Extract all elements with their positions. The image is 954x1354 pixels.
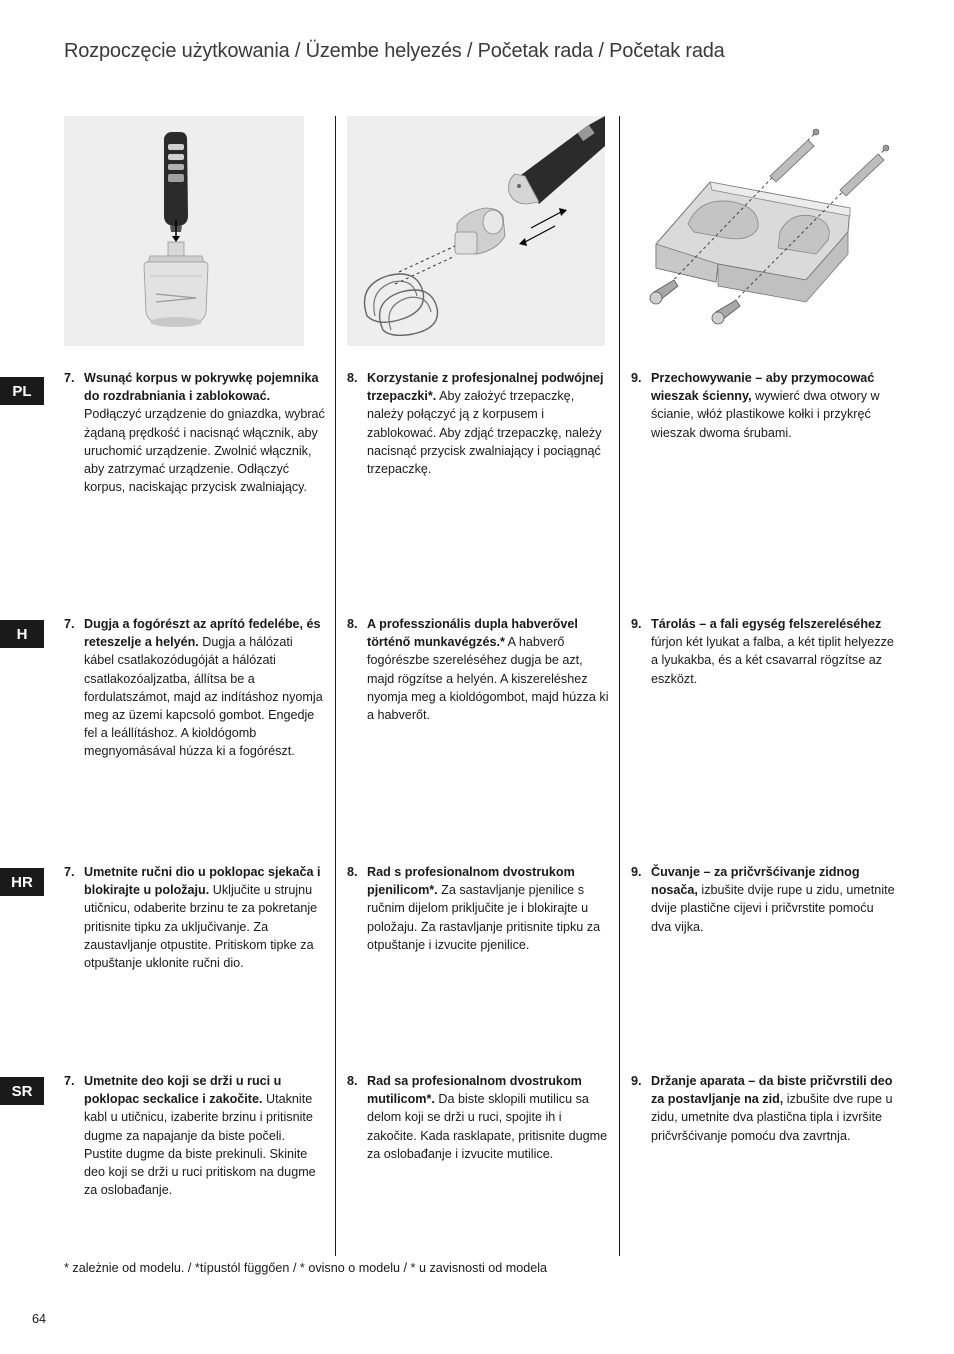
step-text: Da biste sklopili mutilicu sa delom koji se drži u ruci, spojite ih i zakočite. Kada rasklapate, pritisnite dugme za oslobađanje i izvucite mutilice. — [367, 1092, 608, 1161]
step-heading: Čuvanje – za pričvršćivanje zidnog nosača, — [651, 865, 860, 898]
step-number: 9. — [631, 1074, 642, 1088]
step-number: 8. — [347, 617, 358, 631]
column-divider — [619, 116, 620, 1256]
page-number: 64 — [32, 1312, 47, 1326]
step-9-hr — [631, 863, 897, 936]
whisk-attachment-illustration — [347, 116, 605, 346]
step-heading: Rad s profesionalnom dvostrukom pjenilicom*. — [367, 865, 575, 898]
step-text: A habverő fogórészbe szereléséhez dugja be azt, majd rögzítse a helyén. A kiszereléshez nyomja meg a kioldógombot, majd húzza ki a habverőt. — [367, 635, 609, 723]
step-number: 8. — [347, 371, 358, 385]
step-heading: Tárolás – a fali egység felszereléséhez — [651, 617, 882, 631]
step-heading: Przechowywanie – aby przymocować wieszak ścienny, — [651, 371, 875, 404]
step-number: 8. — [347, 865, 358, 879]
step-7-h — [64, 615, 326, 761]
step-8-h — [347, 615, 613, 724]
step-number: 8. — [347, 1074, 358, 1088]
step-number: 9. — [631, 617, 642, 631]
step-9-pl — [631, 369, 897, 442]
step-text: izbušite dve rupe u zidu, umetnite dva plastična tipla i izvršite pričvršćivanje pomoću dva zavrtnja. — [651, 1092, 893, 1143]
step-text: Za sastavljanje pjenilice s ručnim dijelom priključite je i blokirajte u položaju. Za rastavljanje pritisnite tipku za otpuštanje i izvucite pjenilice. — [367, 883, 601, 952]
footnote: * zależnie od modelu. / *típustól függően / * ovisno o modelu / * u zavisnosti od modela — [64, 1261, 548, 1275]
step-number: 7. — [64, 617, 75, 631]
step-7-pl — [64, 369, 326, 496]
step-number: 7. — [64, 371, 75, 385]
step-7-sr — [64, 1072, 326, 1199]
step-number: 7. — [64, 1074, 75, 1088]
step-text: Aby założyć trzepaczkę, należy połączyć ją z korpusem i zablokować. Aby zdjąć trzepaczkę, należy nacisnąć przycisk zwalniający i pociągnąć trzepaczkę. — [367, 389, 602, 477]
step-text: izbušite dvije rupe u zidu, umetnite dvije plastične cijevi i pričvrstite pomoću dva vijka. — [651, 883, 895, 934]
step-heading: A professzionális dupla habverővel történő munkavégzés.* — [367, 617, 578, 650]
step-9-sr — [631, 1072, 897, 1145]
step-heading: Umetnite ručni dio u poklopac sjekača i blokirajte u položaju. — [84, 865, 321, 898]
step-text: fúrjon két lyukat a falba, a két tiplit helyezze a lyukakba, és a két csavarral rögzítse az eszközt. — [651, 635, 894, 686]
language-tab-hr: HR — [0, 868, 44, 896]
language-tab-h: H — [0, 620, 44, 648]
step-9-h — [631, 615, 897, 688]
language-tab-pl: PL — [0, 377, 44, 405]
step-8-hr — [347, 863, 613, 954]
step-number: 7. — [64, 865, 75, 879]
language-tab-sr: SR — [0, 1077, 44, 1105]
step-heading: Držanje aparata – da biste pričvrstili deo za postavljanje na zid, — [651, 1074, 893, 1107]
step-heading: Wsunąć korpus w pokrywkę pojemnika do rozdrabniania i zablokować. — [84, 371, 319, 404]
wall-bracket-illustration — [630, 116, 896, 346]
step-heading: Rad sa profesionalnom dvostrukom mutilicom*. — [367, 1074, 582, 1107]
column-divider — [335, 116, 336, 1256]
step-text: Podłączyć urządzenie do gniazdka, wybrać żądaną prędkość i nacisnąć włącznik, aby uruchomić urządzenie. Zwolnić włącznik, aby zatrzymać urządzenie. Odłączyć korpus, naciskając przycisk zwalniający. — [84, 407, 325, 495]
step-text: wywierć dwa otwory w ścianie, włóż plastikowe kołki i przykręć wieszak dwoma śrubami. — [651, 389, 880, 440]
step-heading: Dugja a fogórészt az aprító fedelébe, és reteszelje a helyén. — [84, 617, 321, 650]
step-heading: Umetnite deo koji se drži u ruci u poklopac seckalice i zakočite. — [84, 1074, 282, 1107]
step-heading: Korzystanie z profesjonalnej podwójnej trzepaczki*. — [367, 371, 604, 404]
page-title: Rozpoczęcie użytkowania / Üzembe helyezés / Početak rada / Početak rada — [64, 40, 725, 62]
step-text: Utaknite kabl u utičnicu, izaberite brzinu i pritisnite dugme za napajanje da biste počeli. Pustite dugme da biste prekinuli. Skinite deo koji se drži u ruci pritiskom na dugme za oslobađanje. — [84, 1092, 316, 1198]
step-number: 9. — [631, 371, 642, 385]
handblender-chopper-illustration — [64, 116, 304, 346]
step-8-sr — [347, 1072, 613, 1163]
step-8-pl — [347, 369, 613, 478]
step-text: Uključite u strujnu utičnicu, odaberite brzinu te za pokretanje pritisnite tipku za uključivanje. Za zaustavljanje otpustite. Pritiskom tipke za otpuštanje uklonite ručni dio. — [84, 883, 318, 971]
step-number: 9. — [631, 865, 642, 879]
step-text: Dugja a hálózati kábel csatlakozódugóját a hálózati csatlakozóaljzatba, állítsa be a fordulatszámot, majd az indításhoz nyomja meg az üzemi kapcsoló gombot. Engedje fel a leállításhoz. A kioldógomb megnyomásával húzza ki a fogórészt. — [84, 635, 323, 759]
step-7-hr — [64, 863, 326, 972]
